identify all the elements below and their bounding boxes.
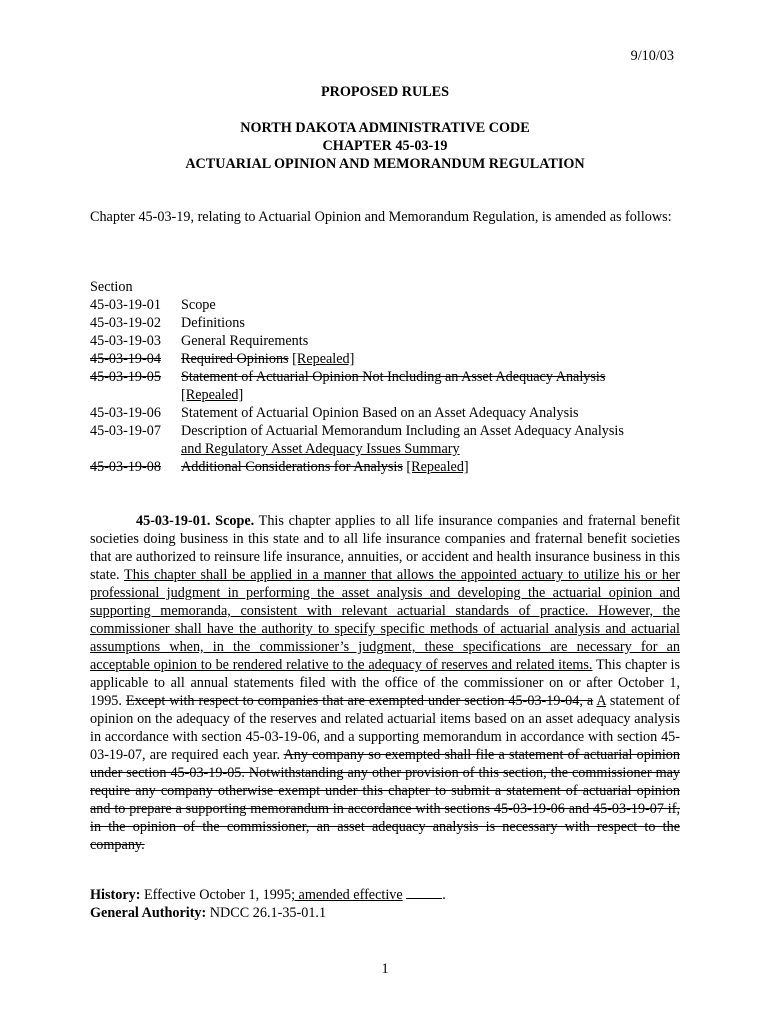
document-date: 9/10/03: [630, 48, 674, 64]
history-end: .: [442, 887, 446, 903]
scope-text: This chapter is applicable to all annual statements filed with the office of the commissioner on or after October 1, 1995.: [90, 657, 680, 709]
section-number: 45-03-19-06: [90, 405, 161, 421]
section-list-item: [90, 296, 680, 314]
added-text: and Regulatory Asset Adequacy Issues Summary: [181, 441, 460, 457]
scope-paragraph: [90, 512, 680, 854]
section-title-struck: Required Opinions: [181, 351, 289, 367]
repealed-note: [Repealed]: [406, 459, 469, 475]
history-block: [90, 885, 680, 922]
history-line: [90, 885, 680, 904]
page-number: 1: [381, 961, 389, 977]
authority-label: General Authority:: [90, 905, 207, 921]
section-number: 45-03-19-02: [90, 315, 161, 331]
section-number-struck: 45-03-19-08: [90, 459, 161, 475]
section-list-item: [90, 368, 680, 404]
struck-text: Except with respect to companies that are exempted under section 45-03-19-04, a: [125, 693, 594, 709]
section-title: Statement of Actuarial Opinion Based on an Asset Adequacy Analysis: [181, 405, 579, 421]
section-title: Description of Actuarial Memorandum Including an Asset Adequacy Analysis: [181, 423, 624, 439]
repealed-note: [Repealed]: [292, 351, 355, 367]
section-label: Section: [90, 279, 133, 295]
section-number: 45-03-19-03: [90, 333, 161, 349]
repealed-note: [Repealed]: [181, 387, 244, 403]
section-number-struck: 45-03-19-05: [90, 369, 161, 385]
amended-text: ; amended effective: [291, 887, 403, 903]
section-title-struck: Statement of Actuarial Opinion Not Including an Asset Adequacy Analysis: [181, 369, 606, 385]
struck-text: Any company so exempted shall file a statement of actuarial opinion under section 45-03-19-05. Notwithstanding any other provision of this section, the commissioner may require any company otherwise exempt under this chapter to submit a statement of actuarial opinion and to prepare a supporting memorandum in accordance with sections 45-03-19-06 and 45-03-19-07 if, in the opinion of the commissioner, an asset adequacy analysis is necessary with respect to the company.: [90, 747, 680, 853]
authority-text: NDCC 26.1-35-01.1: [206, 905, 327, 921]
section-title: Scope: [181, 297, 216, 313]
authority-line: [90, 904, 680, 922]
section-number: 45-03-19-01: [90, 297, 161, 313]
section-list-item: [90, 350, 680, 368]
added-text: A: [596, 693, 606, 709]
section-list-item: [90, 422, 680, 458]
scope-text: statement of opinion on the adequacy of the reserves and related actuarial items based on an asset adequacy analysis in accordance with section 45-03-19-06, and a supporting memorandum in accordance with section 45-03-19-07, are required each year.: [90, 693, 681, 763]
intro-paragraph: Chapter 45-03-19, relating to Actuarial Opinion and Memorandum Regulation, is amended as follows:: [90, 209, 672, 225]
section-title: Definitions: [181, 315, 245, 331]
section-list: [90, 296, 680, 476]
scope-heading: 45-03-19-01. Scope.: [136, 513, 255, 529]
history-text: Effective October 1, 1995: [140, 887, 292, 903]
section-number: 45-03-19-07: [90, 423, 161, 439]
code-heading: NORTH DAKOTA ADMINISTRATIVE CODE: [240, 120, 530, 136]
chapter-heading: CHAPTER 45-03-19: [322, 138, 448, 154]
history-label: History:: [90, 887, 141, 903]
section-number-struck: 45-03-19-04: [90, 351, 161, 367]
section-title-struck: Additional Considerations for Analysis: [181, 459, 403, 475]
section-list-item: [90, 332, 680, 350]
section-list-item: [90, 404, 680, 422]
scope-text: This chapter applies to all life insurance companies and fraternal benefit societies doing business in this state and to all life insurance companies and fraternal benefit societies that are authorized to reinsure life insurance, annuities, or accident and health insurance business in this state.: [90, 513, 680, 583]
section-list-item: [90, 458, 680, 476]
regulation-title: ACTUARIAL OPINION AND MEMORANDUM REGULATION: [185, 156, 585, 172]
blank-line: [406, 885, 442, 899]
section-list-item: [90, 314, 680, 332]
section-title: General Requirements: [181, 333, 309, 349]
added-text: This chapter shall be applied in a manner that allows the appointed actuary to utilize his or her professional judgment in performing the asset analysis and developing the actuarial opinion and supporting memoranda, consistent with relevant actuarial standards of practice. However, the commissioner shall have the authority to specify specific methods of actuarial analysis and actuarial assumptions when, in the commissioner’s judgment, these specifications are necessary for an acceptable opinion to be rendered relative to the adequacy of reserves and related items.: [90, 567, 680, 673]
proposed-rules-heading: PROPOSED RULES: [320, 84, 450, 100]
